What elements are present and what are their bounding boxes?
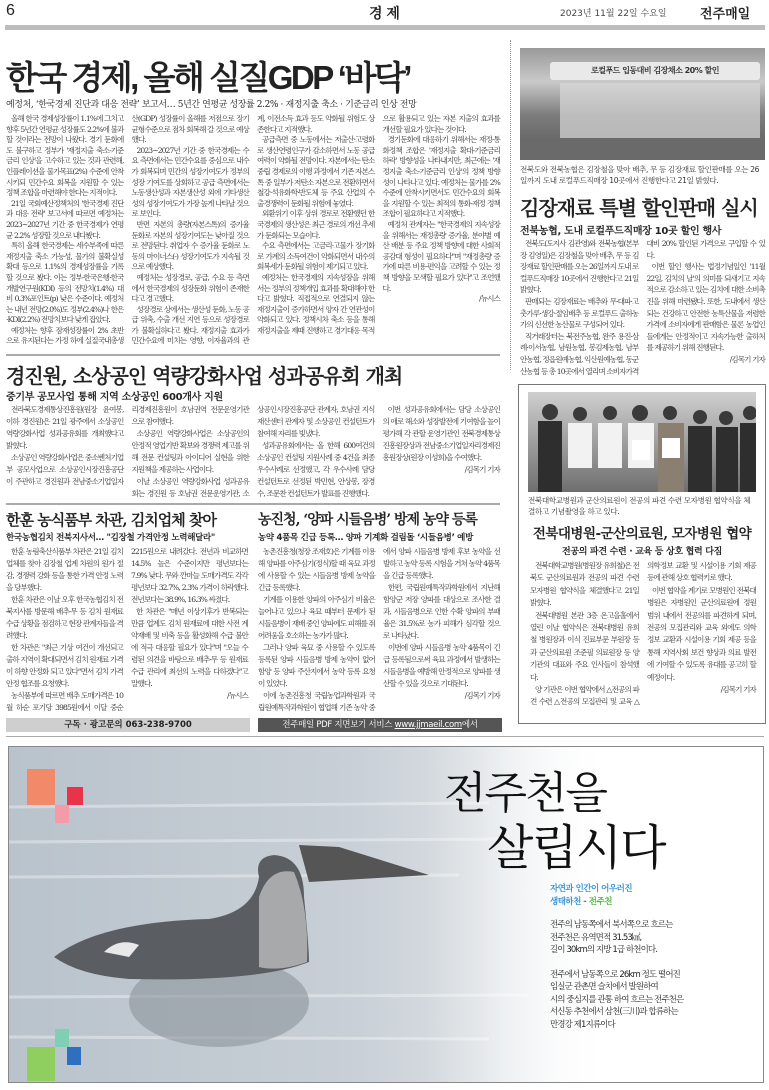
byline: /김목기 기자 bbox=[464, 691, 500, 700]
ad-tagline-line2b: 전주천 bbox=[588, 897, 612, 907]
kimjang-photo-caption: 전북도와 전북농협은 김장철을 맞아 배추, 무 등 김장재료 할인판매를 오는 26일까지 도내 로컬푸드직매장 10곳에서 진행한다고 21일 밝혔다. bbox=[520, 165, 760, 185]
paragraph: 예정처 관계자는 "한국경제의 지속성장을 위해서는 재정총량 증가율, 분야별 예산 배분 등 주요 정책 방향에 대한 사회적 공감대 형성이 필요하다"며 "재정총량 증가에 따른 비용-편익을 고려할 수 있는 정책 방향을 모색할 필요가 있다"고 조언했다. bbox=[382, 219, 500, 293]
paragraph: 농식품부에 따르면 배추 도매가격은 10월 하순 포기당 3985원에서 이달 중순 2215원으로 내려갔다. 전년과 비교하면 14.5% 높은 수준이지만 평년보다는 7.9% 낮다. 무와 깐마늘 도매가격도 각각 평년보다 32.7%, 2.3% 가격이 하락했다. 전년보다는 38.9%, 16.3% 싸졌다. bbox=[6, 547, 248, 712]
paragraph: 전북대병원 본관 3층 온고을홀에서 열린 이날 협약식은 전북대병원 유희철 병원장과 이식 진료부문 부원장 등과 군산의료원 조준필 의료원장 등 양 기관의 대표와 주요 인사들이 참석했다. bbox=[530, 610, 639, 682]
decor-square bbox=[27, 1047, 55, 1081]
section-title: 경 제 bbox=[369, 5, 400, 21]
paragraph: 전라북도경제통상진흥원(원장 윤여봉, 이하 경진원)은 21일 광주에서 소상공인 역량강화사업 성과공유회를 개최했다고 밝혔다. bbox=[6, 405, 124, 450]
decor-square bbox=[55, 805, 69, 823]
byline: /김목기 기자 bbox=[464, 465, 500, 474]
ad-text-line: 시의 중심지를 관통 하여 흐르는 전주천은 bbox=[550, 994, 684, 1005]
ad-text-line: 길이 30km의 지방 1급 하천이다. bbox=[550, 945, 658, 955]
paragraph: 2023~2027년 기간 중 한국경제는 수요 측면에서는 민간수요를 중심으로 내수가 회복되며 민간의 성장기여도가 정부의 성장 기여도를 상회하고 공급 측면에서는 노동생산성과 자본생산성 외에 기타생산성의 성장기여도가 가장 높게 나타날 것으로 보인다. bbox=[131, 145, 249, 219]
paragraph: 이에 농촌진흥청 국립농업과학원과 국립원예특작과학원이 협업해 기존 농약 중에서 양파 시들음병 방제 후보 농약을 선발하고 농약 등록 시험을 거쳐 농약 4품목을 긴급 등록했다. bbox=[258, 547, 500, 712]
kimjang-body bbox=[520, 238, 765, 378]
issue-date: 2023년 11월 22일 수요일 bbox=[560, 9, 667, 19]
paragraph: 이번 협약을 계기로 모병원인 전북대병원은 자병원인 군산의료원에 정원 범위 내에서 전공의를 파견하게 되며, 전공의 모집관리와 교육 외에도 의학정보 교환과 시설이용 기회 제공 등을 통해 지역사회 보건 향상과 의료 발전에 기여할 수 있도록 유대를 공고히 할 예정이다. bbox=[647, 585, 756, 682]
header-divider bbox=[5, 25, 765, 30]
byline: /김목기 기자 bbox=[729, 354, 765, 364]
paragraph: 소상공인 역량강화사업은 소상공인의 안정적 영업기반 확보와 경쟁력 제고를 위해 전문 컨설팅과 아이디어 실현을 위한 지원책을 제공하는 사업이다. bbox=[131, 429, 249, 474]
pdf-service-link[interactable]: www.jjmaeil.com bbox=[394, 720, 462, 730]
ad-title-line1: 전주천을 bbox=[444, 768, 607, 819]
banner-text: 로컬푸드 입동대비 김장채소 20% 할인 bbox=[550, 62, 760, 80]
section-divider bbox=[6, 354, 500, 356]
paragraph: 그러나 양파 육묘 중 사용할 수 있도록 등록된 양파 시들음병 방제 농약이 없어 함양 등 양파 주산지에서 농약 등록 요청이 있었다. bbox=[258, 643, 375, 688]
paragraph: 소상공인 역량강화사업은 중소벤처기업부 공모사업으로 소상공인시장진흥공단이 주관하고 경진원과 전남중소기업일자리경제진흥원이 호남권역 전문운영기관으로 참여했다. bbox=[6, 405, 249, 486]
hospital-body bbox=[530, 560, 756, 720]
paragraph: 기계를 이용한 양파의 아주심기 비율은 늘어나고 있으나 육묘 때부터 문제가 된 시들음병이 재배 중인 양파에도 피해를 줘 어려움을 호소하는 농가가 많다. bbox=[258, 595, 375, 640]
jeonjucheon-campaign-ad bbox=[8, 746, 764, 1083]
paragraph: 이번에 양파 시들음병 농약 4품목이 긴급 등록됨으로써 육묘 과정에서 발생하는 시들음병을 예방해 안정적으로 양파를 생산할 수 있을 것으로 기대된다. bbox=[383, 643, 500, 688]
paragraph: 한편, 국립원예특작과학원에서 지난해 함양군 저장 양파를 대상으로 조사한 결과, 시들음병으로 인한 수확 양파의 부패율은 31.5%로 농가 피해가 심각할 것으로 나타났다. bbox=[383, 583, 500, 640]
ad-top-rule bbox=[6, 736, 764, 737]
onion-body bbox=[258, 546, 500, 714]
kimjang-headline: 김장재료 특별 할인판매 실시 bbox=[520, 196, 758, 220]
ad-tagline bbox=[550, 883, 632, 909]
ad-tagline-line2a: 생태하천 - bbox=[550, 897, 589, 907]
ad-paragraph-gap bbox=[550, 957, 683, 969]
kimchi-subhead: 한국농협김치 전북지사서… "김장철 가격안정 노력해달라" bbox=[6, 533, 216, 543]
ad-text-line: 임실군 관촌면 슬치에서 발원하여 bbox=[550, 982, 658, 992]
decor-square bbox=[55, 1029, 69, 1047]
paragraph: 예정처는 한국경제의 지속성장을 위해서는 정부의 정책개입 효과를 확대해야 한다고 밝혔다. 직접적으로 연결되지 않는 재정지출이 증가하면서 양자 간 연관성이 약화되고 있다. 정책시차 축소 등을 통해 재정지출을 제때 진행하고 경기대응 목적으로 활용되고 있는 자본 지출의 효과를 개선할 필요가 있다는 것이다. bbox=[257, 114, 500, 335]
gyeongjin-headline: 경진원, 소상공인 역량강화사업 성과공유회 개최 bbox=[6, 364, 403, 388]
newspaper-brand: 전주매일 bbox=[700, 6, 751, 21]
ad-text-line: 전주천은 유역면적 31.53㎢, bbox=[550, 932, 642, 943]
kimjang-subhead: 전북농협, 도내 로컬푸드직매장 10곳 할인 행사 bbox=[520, 226, 722, 237]
paragraph: 전북대학교병원(병원장 유희철)은 전북도 군산의료원과 전공의 파견 수련 모자병원 협약식을 체결했다고 21일 밝혔다. bbox=[530, 561, 639, 608]
decor-square bbox=[67, 1047, 81, 1065]
decor-square bbox=[27, 769, 55, 805]
pdf-service-bar bbox=[258, 718, 502, 732]
kimjang-sale-photo bbox=[520, 48, 765, 160]
hospital-photo-caption: 전북대학교병원과 군산의료원이 전공의 파견 수련 모자병원 협약식을 체결하고 기념촬영을 하고 있다. bbox=[528, 496, 751, 516]
gyeongjin-body bbox=[6, 404, 500, 500]
subscription-bar: 구독 · 광고문의 063-238-9700 bbox=[6, 718, 250, 732]
hospital-subhead: 전공의 파견 수련 · 교육 등 상호 협력 다짐 bbox=[561, 547, 723, 557]
section-divider bbox=[6, 503, 500, 505]
paragraph: 반면 자본의 총량(자본스톡)의 증가율 둔화로 자본의 성장기여도는 낮아질 것으로 전망된다. 취업자 수 증가율 둔화로 노동의 마이너스(-) 성장기여도가 지속될 것으로 예상했다. bbox=[131, 219, 249, 272]
paragraph: 올해 한국 경제성장률이 1.1%에 그치고 향후 5년간 연평균 성장률도 2.2%에 불과할 것이라는 전망이 나왔다. 경기 둔화에도 불구하고 정부가 '재정지출 축소-기준금리 인상'을 고수하고 있는 것과 관련해, 인플레이션을 물가목표(2%) 수준에 안착시키되 민간수요 회복을 지원할 수 있는 정책 조합을 마련해야 한다는 지적이다. bbox=[6, 114, 124, 198]
paragraph: 이날 소상공인 역량강화사업 성과공유회는 경진원 등 호남권 전문운영기관, 소상공인시장진흥공단 관계자, 호남권 지식재산센터 관계자 및 소상공인 컨설턴트가 참여해 자리를 빛냈다. bbox=[131, 405, 375, 498]
byline: /뉴시스 bbox=[479, 294, 500, 304]
page-number: 6 bbox=[6, 2, 15, 19]
kimchi-headline: 한훈 농식품부 차관, 김치업체 찾아 bbox=[6, 511, 216, 529]
hospital-headline: 전북대병원-군산의료원, 모자병원 협약 bbox=[532, 526, 752, 542]
paragraph: 한 차관은 "최근 기상 여건이 개선되고 출하 지역이 확대되면서 김치 원재료 가격이 하향 안정화 되고 있다"면서 김치 가격 안정 협조를 요청했다. bbox=[6, 643, 123, 688]
paragraph: 농촌진흥청(청장 조재호)은 기계를 이용해 양파를 아주심기(정식)할 때 육묘 과정에 사용할 수 있는 시들음병 방제 농약을 긴급 등록했다. bbox=[258, 547, 375, 592]
byline: /김목기 기자 bbox=[720, 685, 756, 695]
main-subhead: 예정처, ‘한국경제 진단과 대응 전략’ 보고서… 5년간 연평균 성장률 2.2% · 재정지출 축소 · 기준금리 인상 전망 bbox=[6, 100, 417, 110]
ad-description bbox=[550, 919, 683, 1031]
paragraph: 성과공유회에서는 올 한해 600여건의 소상공인 컨설팅 지원사례 중 4건을 최종 우수사례로 선정했고, 각 우수사례 담당 컨설턴트로 선정된 박민현, 안상봉, 장경수, 조문찬 컨설턴트가 발표를 진행했다. bbox=[257, 441, 375, 498]
paragraph: 이번 할인 행사는 법정기념일인 '11월 22일, 김치의 날'의 의미를 되새기고 지속적으로 감소하고 있는 김치에 대한 소비촉진을 위해 마련됐다. 또한, 도내에서 생산되는 건강하고 안전한 농특산물을 저렴한 가격에 소비자에게 판매함은 물론 농업인들에게는 안정적이고 지속가능한 출하처를 제공하기 위해 진행된다. bbox=[646, 262, 765, 353]
kimchi-body bbox=[6, 546, 248, 714]
column-divider bbox=[510, 40, 511, 370]
duck-on-river-image bbox=[9, 747, 764, 1083]
paragraph: 특히 올해 한국경제는 세수부족에 따른 재정지출 축소 가능성, 물가의 불확실성 확대 등으로 1.1%의 경제성장률을 기록할 것으로 봤다. 이는 정부·한국은행·한국개발연구원(KDI) 등의 전망치(1.4%) 대비 0.3%포인트(p) 낮은 수준이다. 예정처는 내년 전망(2.0%)도 정부(2.4%)나 한은·KDI(2.2%) 전망치보다 낮게 잡았다. bbox=[6, 241, 124, 325]
paragraph: 직거래장터는 북전주농협, 완주 용진·삼례·이서농협, 남원농협, 봉김제농협, 남부안농협, 정읍원예농협, 익산원예농협, 동군산농협 등 총 10곳에서 열리며 소비자가격 대비 20% 할인된 가격으로 구입할 수 있다. bbox=[520, 239, 765, 376]
onion-headline: 농진청, ‘양파 시들음병’ 방제 농약 등록 bbox=[258, 512, 477, 528]
ad-text-line: 만경강 제1지류이다 bbox=[550, 1019, 615, 1030]
ad-tagline-line1: 자연과 인간이 어우러진 bbox=[550, 884, 633, 894]
paragraph: 수요 측면에서는 고금리·고물가 장기화로 가계의 소득여건이 악화되면서 내수의 회복세가 둔화될 위험이 제기되고 있다. bbox=[257, 241, 375, 272]
paragraph: 한 차관은 "매년 이상기후가 반복되는 만큼 업계도 김치 원재료에 대한 사전 계약재배 및 비축 등을 활성화해 수급 불안에 적극 대응할 필요가 있다"며 "오늘 수렴된 의견을 바탕으로 배추·무 등 원재료 수급 관리에 최선의 노력을 다하겠다"고 말했다. bbox=[131, 607, 248, 688]
ad-text-line: 전주의 남동쪽에서 북서쪽으로 흐르는 bbox=[550, 920, 673, 930]
onion-subhead: 농약 4품목 긴급 등록… 양파 기계화 걸림돌 ‘시들음병’ 예방 bbox=[258, 533, 473, 543]
paragraph: 예정처는 향후 잠재성장률이 2% 초반으로 유지된다는 가정 하에 실질국내총생산(GDP) 성장률이 올해를 저점으로 장기 균형수준으로 점차 회복해 갈 것으로 예상했다. bbox=[6, 114, 249, 346]
paragraph: 전북도(도지사 김관영)와 전북농협(본부장 김영일)은 김장철을 맞아 배추, 무 등 김장재료 할인판매를 오는 26일까지 도내 로컬푸드직매장 10곳에서 진행한다고 21일 밝혔다. bbox=[520, 239, 639, 295]
main-article-body bbox=[6, 114, 500, 350]
paragraph: 21일 국회예산정책처의 '한국경제 진단과 대응 전략' 보고서에 따르면 예정처는 2023~2027년 기간 중 한국경제가 연평균 2.2% 성장할 것으로 내다봤다. bbox=[6, 198, 124, 240]
ad-text-line: 서신동 추천에서 삼천(三川)과 합류하는 bbox=[550, 1007, 678, 1017]
paragraph: 판매되는 김장재료는 배추와 무·대파·고춧가루·생강·절임배추 등 로컬푸드 출하농가의 신선한 농산물로 구성되어 있다. bbox=[520, 296, 639, 330]
tent bbox=[560, 83, 760, 138]
paragraph: 예정처는 성장경로, 공급, 수요 등 측면에서 한국경제의 성장둔화 위험이 존재한다고 경고했다. bbox=[131, 272, 249, 304]
main-headline: 한국 경제, 올해 실질GDP ‘바닥’ bbox=[6, 59, 410, 96]
tables bbox=[520, 138, 765, 160]
paragraph: 성장경로 상에서는 생산성 둔화, 노동 공급 위축, 수출 개선 지연 등으로 성장경로가 불확실하다고 봤다. 재정지출 효과가 민간수요에 미치는 영향, 이자율과의 관계, 이전소득 효과 등도 약화될 위험도 상존한다고 지적했다. bbox=[131, 114, 375, 346]
paragraph: 한훈 농림축산식품부 차관은 21일 김치 업체를 찾아 김장철 업계 차원의 원가 절감, 경쟁력 강화 등을 통한 가격 안정 노력을 당부했다. bbox=[6, 547, 123, 592]
paragraph: 한훈 차관은 이날 오후 한국농협김치 전북지사를 방문해 배추·무 등 김치 원재료 수급 상황을 점검하고 현장 관계자들을 격려했다. bbox=[6, 595, 123, 640]
decor-square bbox=[67, 787, 83, 805]
byline: /뉴시스 bbox=[227, 691, 248, 700]
paragraph: 경기둔화에 대응하기 위해서는 재정-통화정책 조합은 '재정지출 확대-기준금리 하락' 방향성을 나타내지만, 최근에는 '재정지출 축소-기준금리 인상'의 정책 방향성이 나타나고 있다. 예정처는 물가를 2% 수준에 안착시키면서도 민간수요의 회복을 지원할 수 있는 최적의 통화-재정 정책조합이 필요하다고 지적했다. bbox=[382, 135, 500, 219]
paragraph: 이번 성과공유회에서는 담당 소상공인의 애로 해소와 성장발전에 기여함을 높이 평가해 각 관할 운영기관인 전북경제통상진흥원장상과 전남중소기업일자리경제진흥원장상(원장 이성희)을 수여했다. bbox=[382, 405, 500, 462]
gyeongjin-subhead: 중기부 공모사업 통해 지역 소상공인 600개사 지원 bbox=[6, 392, 223, 403]
paragraph: 공급측면 중 노동에서는 저출산·고령화로 생산연령인구가 감소하면서 노동 공급 여력이 약화될 전망이다. 자본에서는 탄소중립 경제로의 이행 과정에서 기존 자본스톡 중 일부가 저탄소 자본으로 전환하면서 철강·석유화학·반도체 등 주요 산업의 수출경쟁력이 둔화될 위험에 놓였다. bbox=[257, 135, 375, 208]
group-of-people-graphic bbox=[528, 392, 756, 492]
ad-title-line2: 살립시다 bbox=[487, 820, 665, 876]
ad-text-line: 전주에서 남동쪽으로 26km 정도 떨어진 bbox=[550, 969, 680, 980]
pdf-service-text-suffix: 에서 bbox=[461, 720, 478, 730]
paragraph: 양 기관은 이번 협약에서 △전공의 파견 수련 △전공의 모집관리 및 교육 △의학정보 교환 및 시설이용 기회 제공 등에 관해 상호 협력키로 했다. bbox=[530, 561, 756, 707]
pdf-service-text: 전주매일 PDF 지면보기 서비스 bbox=[282, 720, 395, 730]
hospital-agreement-photo bbox=[528, 392, 756, 492]
paragraph: 외환위기 이후 상위 경로로 전환했던 한국경제의 생산성은 최근 경로의 개선 추세가 둔화되는 모습이다. bbox=[257, 209, 375, 240]
